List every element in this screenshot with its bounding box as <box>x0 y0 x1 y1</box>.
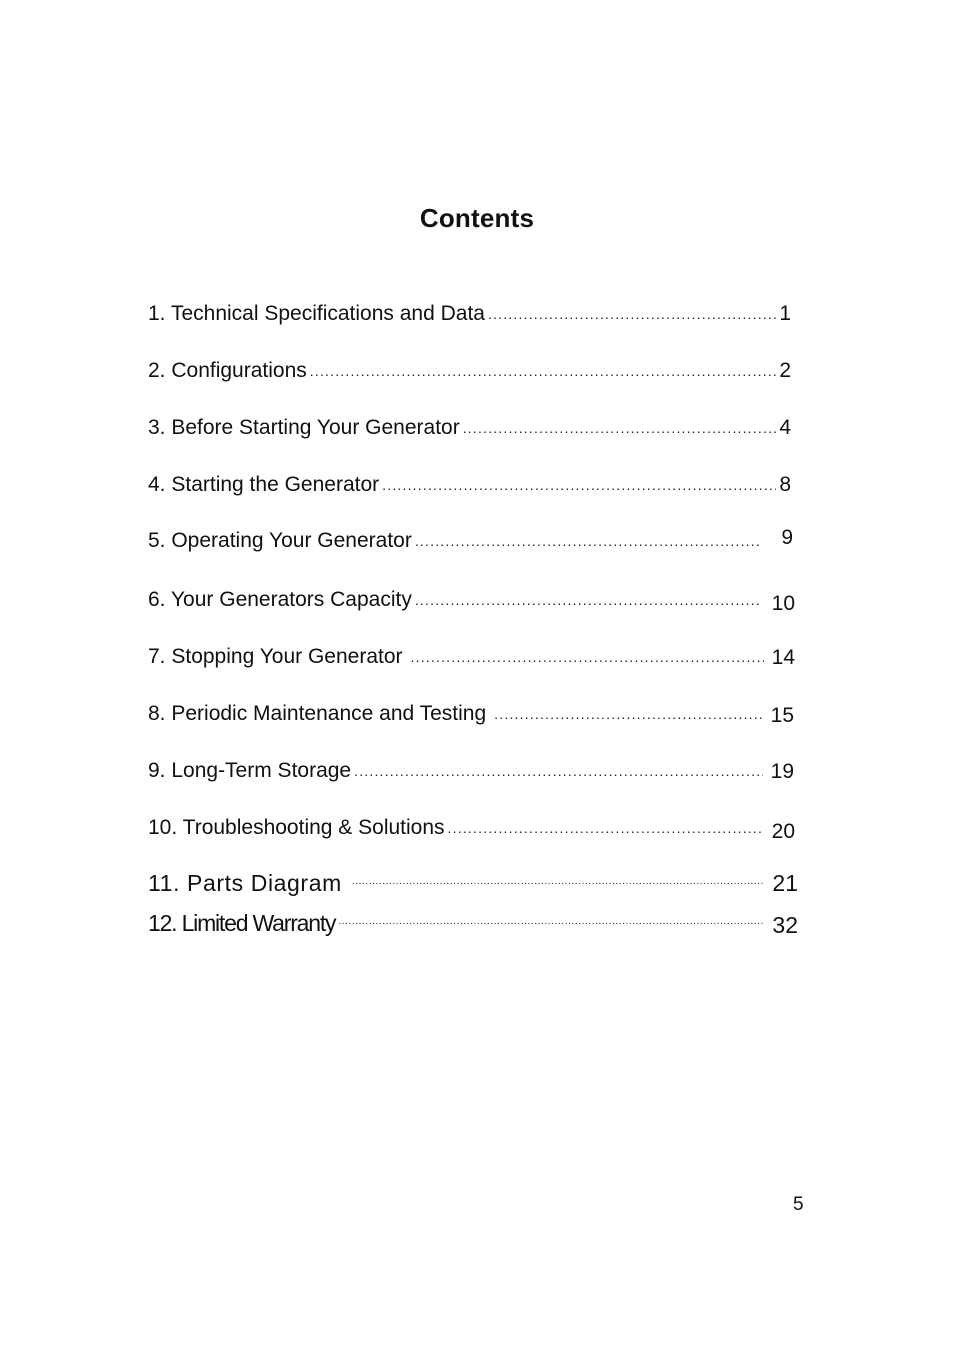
page-number: 5 <box>793 1194 804 1215</box>
toc-entry-page: 15 <box>770 704 794 727</box>
toc-leader-dots <box>448 819 764 837</box>
toc-entry-label: 12. Limited Warranty <box>148 910 336 936</box>
toc-entry-label: 4. Starting the Generator <box>148 473 380 496</box>
toc-leader-dots <box>310 362 777 380</box>
toc-entry[interactable] <box>148 866 798 896</box>
toc-entry-page: 19 <box>770 760 794 783</box>
toc-entry-label: 5. Operating Your Generator <box>148 529 412 552</box>
toc-leader-dots <box>488 305 776 323</box>
toc-entry-page: 14 <box>771 646 795 669</box>
toc-entry[interactable] <box>148 583 795 613</box>
toc-entry-label: 11. Parts Diagram <box>148 870 342 896</box>
toc-entry[interactable] <box>148 524 793 554</box>
toc-entry-label: 2. Configurations <box>148 359 307 382</box>
toc-leader-dots <box>415 532 761 550</box>
toc-entry-page: 20 <box>771 820 795 843</box>
toc-entry-page: 9 <box>781 526 793 549</box>
toc-entry[interactable] <box>148 697 794 727</box>
toc-entry-page: 1 <box>779 302 791 325</box>
toc-entry-page: 8 <box>779 473 791 496</box>
toc-entry-page: 21 <box>772 870 798 896</box>
toc-entry[interactable] <box>148 297 791 327</box>
toc-entry[interactable] <box>148 811 795 841</box>
toc-leader-dots <box>463 419 777 437</box>
toc-leader-dots <box>494 705 762 723</box>
toc-entry-page: 2 <box>779 359 791 382</box>
toc-leader-dots <box>354 762 763 780</box>
toc-entry-label: 9. Long-Term Storage <box>148 759 352 782</box>
toc-entry-page: 32 <box>772 912 798 938</box>
toc-entry[interactable] <box>148 411 791 441</box>
toc-entry[interactable] <box>148 906 798 936</box>
toc-entry[interactable] <box>148 468 791 498</box>
toc-leader-dots <box>415 591 760 609</box>
toc-entry-page: 10 <box>771 592 795 615</box>
toc-entry-label: 6. Your Generators Capacity <box>148 588 412 611</box>
toc-leader-dots <box>338 913 764 931</box>
toc-entry[interactable] <box>148 354 791 384</box>
toc-leader-dots <box>382 476 776 494</box>
toc-entry-label: 1. Technical Specifications and Data <box>148 302 485 325</box>
toc-entry-page: 4 <box>779 416 791 439</box>
toc-entry-label: 8. Periodic Maintenance and Testing <box>148 702 487 725</box>
toc-entry-label: 7. Stopping Your Generator <box>148 645 403 668</box>
page-title: Contents <box>419 203 535 233</box>
toc-leader-dots <box>411 648 764 666</box>
toc-entry[interactable] <box>148 640 795 670</box>
toc-entry[interactable] <box>148 754 794 784</box>
toc-entry-label: 3. Before Starting Your Generator <box>148 416 460 439</box>
toc-entry-label: 10. Troubleshooting & Solutions <box>148 816 445 839</box>
toc-leader-dots <box>352 873 765 891</box>
